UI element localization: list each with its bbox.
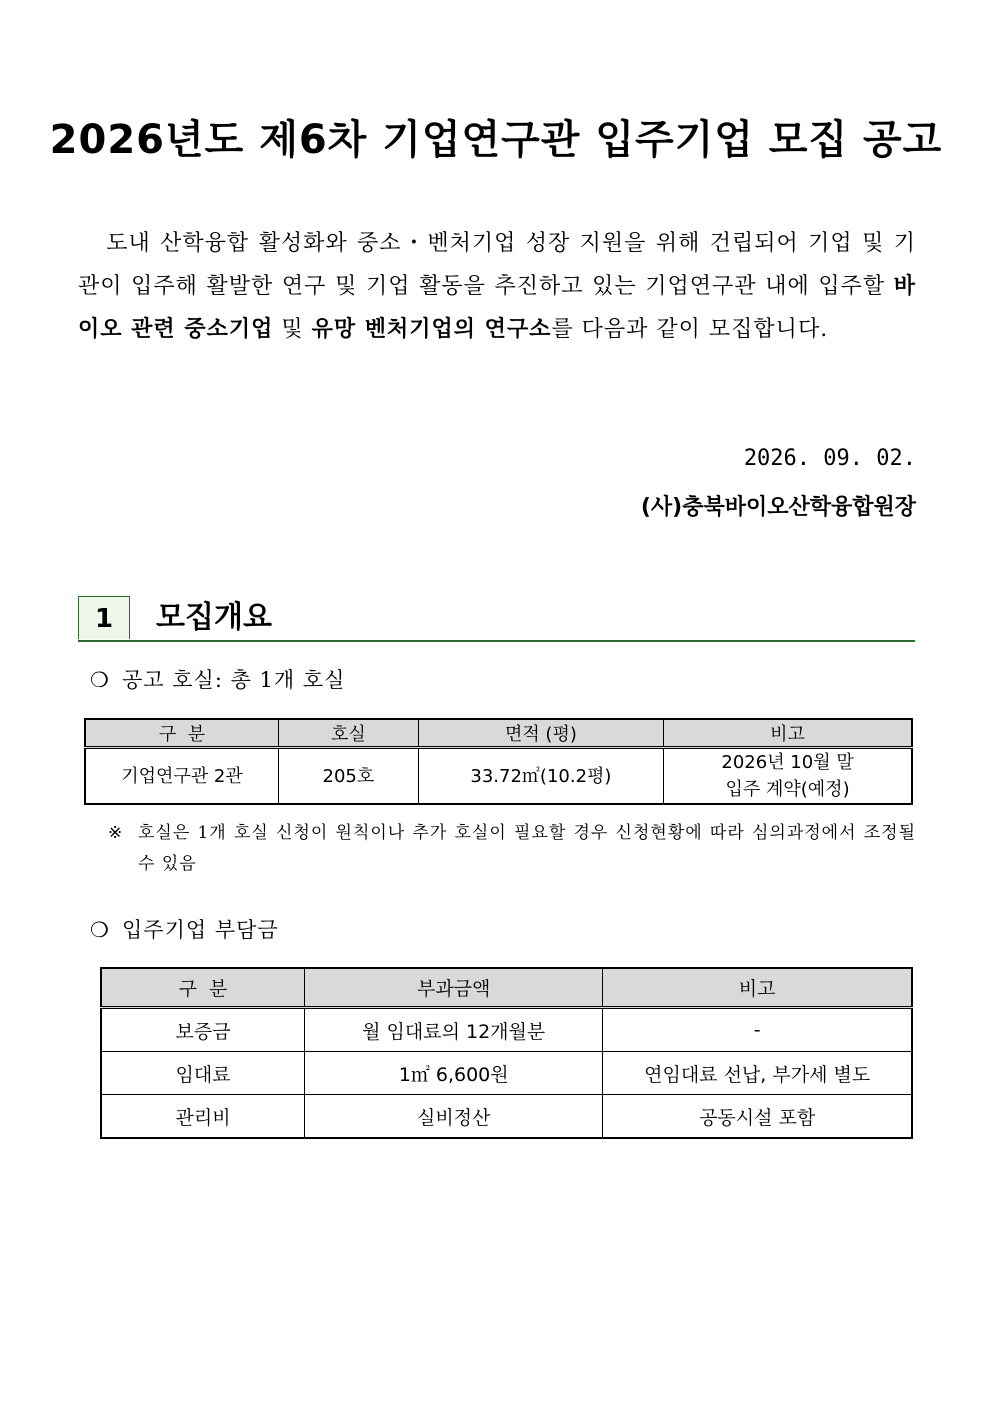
table-header-cell: 구 분 <box>85 719 279 748</box>
intro-bold-2: 유망 벤처기업의 연구소 <box>311 317 552 342</box>
note-text: 호실은 1개 호실 신청이 원칙이나 추가 호실이 필요할 경우 신청현황에 따라 심의과정에서 조정될 수 있음 <box>138 823 916 874</box>
table-header-cell: 구 분 <box>101 968 305 1008</box>
bullet-fees <box>90 914 279 944</box>
intro-text-2: 및 <box>273 317 312 342</box>
bullet-fees-text: 입주기업 부담금 <box>122 918 279 942</box>
table-row <box>101 1095 912 1139</box>
announcement-date: 2026. 09. 02. <box>743 446 916 471</box>
table-cell: - <box>603 1008 912 1052</box>
table-cell: 33.72㎡(10.2평) <box>418 748 663 805</box>
section-header <box>78 596 915 642</box>
table-cell: 1㎡ 6,600원 <box>305 1052 603 1095</box>
room-note <box>108 818 916 880</box>
table-row <box>101 1008 912 1052</box>
page-title: 2026년도 제6차 기업연구관 입주기업 모집 공고 <box>49 117 943 163</box>
table-cell: 기업연구관 2관 <box>85 748 279 805</box>
table-cell: 관리비 <box>101 1095 305 1139</box>
remark-line-1: 2026년 10월 말 <box>721 752 854 773</box>
table-header-cell: 비고 <box>603 968 912 1008</box>
table-cell: 공동시설 포함 <box>603 1095 912 1139</box>
bullet-rooms <box>90 664 345 694</box>
table-header-cell: 부과금액 <box>305 968 603 1008</box>
table-cell-remark <box>664 748 912 805</box>
note-symbol: ※ <box>108 823 124 843</box>
intro-text-1: 도내 산학융합 활성화와 중소・벤처기업 성장 지원을 위해 건립되어 기업 및 기관이 입주해 활발한 연구 및 기업 활동을 추진하고 있는 기업연구관 내에 입주할 <box>78 231 916 299</box>
fees-table <box>100 967 913 1139</box>
table-cell: 실비정산 <box>305 1095 603 1139</box>
circle-bullet-icon: ❍ <box>90 918 110 942</box>
table-cell: 보증금 <box>101 1008 305 1052</box>
table-row <box>101 1052 912 1095</box>
table-header-row <box>101 968 912 1008</box>
table-header-cell: 면적 (평) <box>418 719 663 748</box>
intro-paragraph <box>78 222 916 351</box>
table-cell: 임대료 <box>101 1052 305 1095</box>
section-title: 모집개요 <box>156 600 272 635</box>
circle-bullet-icon: ❍ <box>90 668 110 692</box>
section-number: 1 <box>78 596 130 639</box>
table-cell: 205호 <box>279 748 419 805</box>
table-row <box>85 748 912 805</box>
table-cell: 연임대료 선납, 부가세 별도 <box>603 1052 912 1095</box>
rooms-table <box>84 718 913 805</box>
table-header-cell: 비고 <box>664 719 912 748</box>
intro-bold-1: 바이오 관련 중소기업 <box>78 274 916 342</box>
table-header-row <box>85 719 912 748</box>
organization-name: (사)충북바이오산학융합원장 <box>640 495 916 520</box>
table-cell: 월 임대료의 12개월분 <box>305 1008 603 1052</box>
table-header-cell: 호실 <box>279 719 419 748</box>
intro-text-3: 를 다음과 같이 모집합니다. <box>551 317 829 342</box>
bullet-rooms-text: 공고 호실: 총 1개 호실 <box>122 668 346 692</box>
remark-line-2: 입주 계약(예정) <box>725 779 850 800</box>
